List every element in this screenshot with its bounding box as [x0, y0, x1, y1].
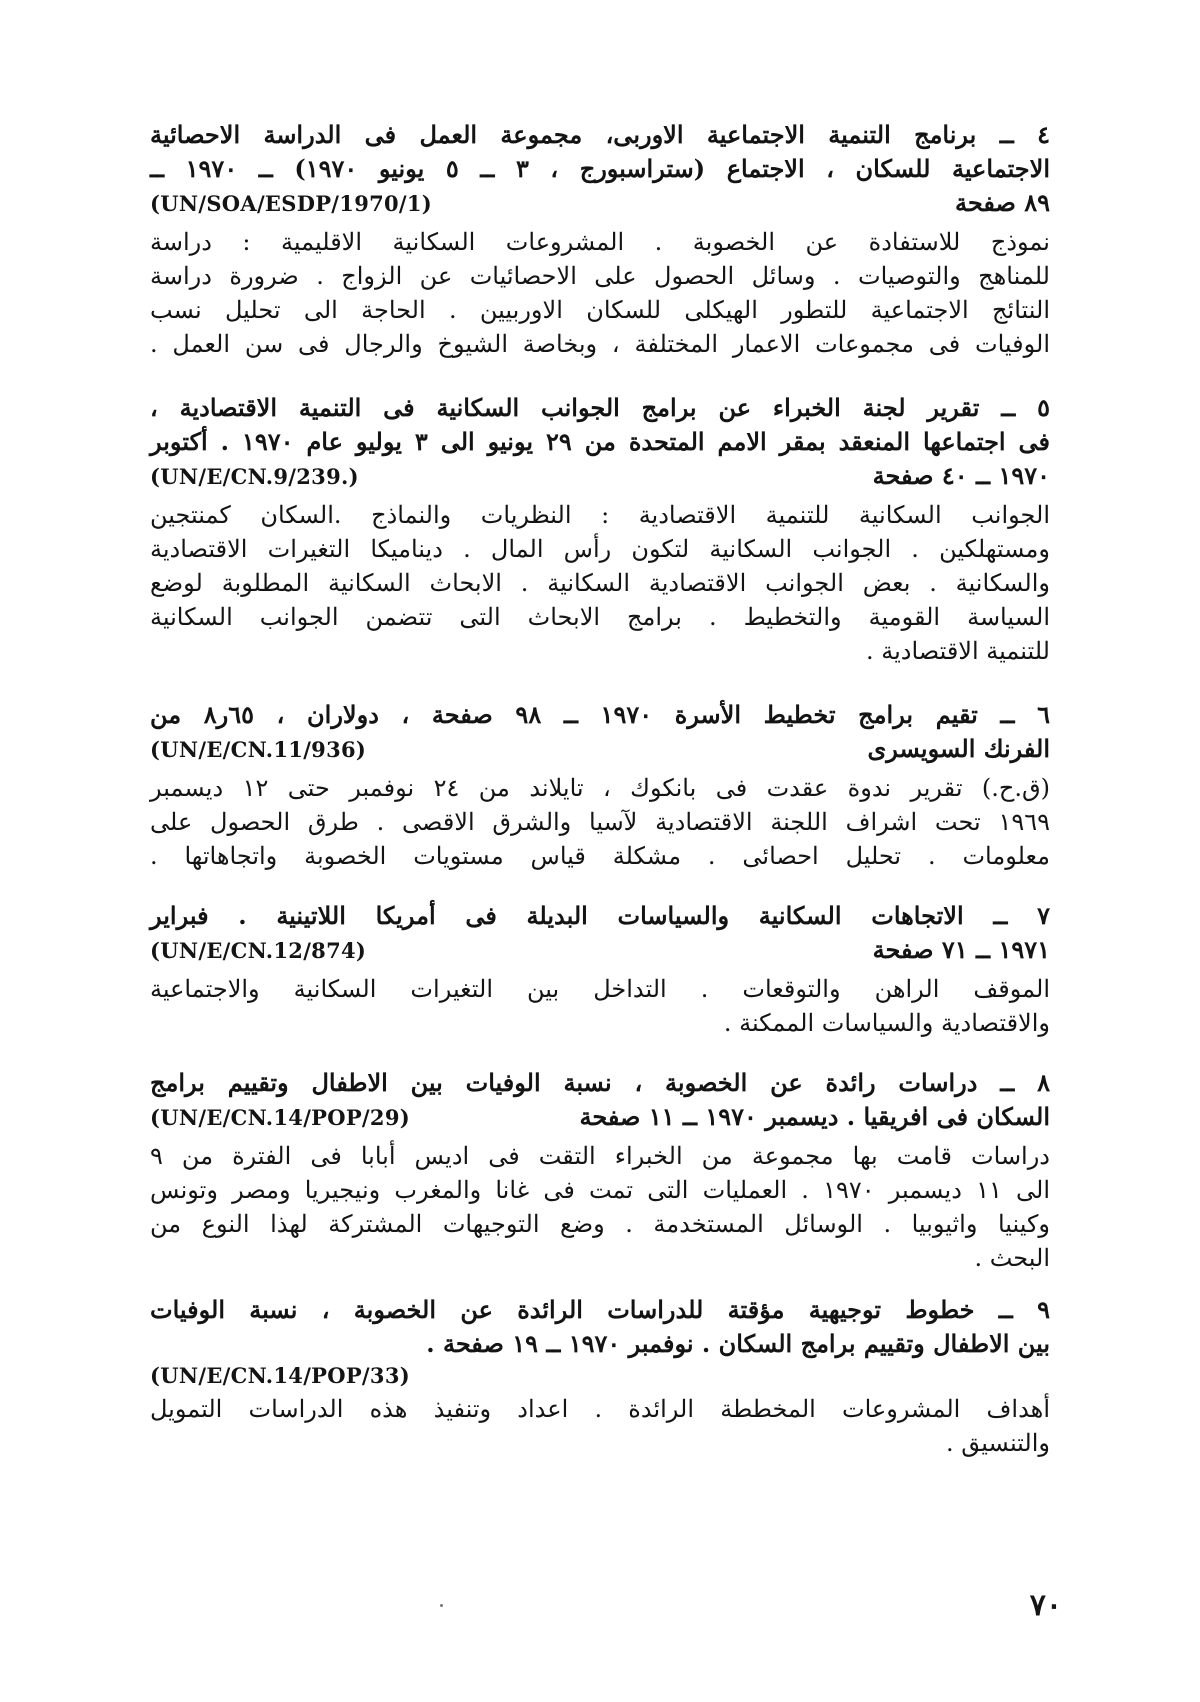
- description-line: الى ١١ ديسمبر ١٩٧٠ . العمليات التى تمت فى غانا والمغرب ونيجيريا ومصر وتونس: [150, 1176, 1050, 1204]
- entry-ref-line: [150, 933, 1050, 968]
- entry-date-pages: السكان فى افريقيا . ديسمبر ١٩٧٠ ــ ١١ صفحة: [579, 1102, 1050, 1131]
- description-line: النتائج الاجتماعية للتطور الهيكلى للسكان الاوربيين . الحاجة الى تحليل نسب: [150, 296, 1050, 324]
- bibliography-entry: [150, 698, 1050, 873]
- description-line: ومستهلكين . الجوانب السكانية لتكون رأس المال . ديناميكا التغيرات الاقتصادية: [150, 535, 1050, 563]
- description-line: وكينيا واثيوبيا . الوسائل المستخدمة . وضع التوجيهات المشتركة لهذا النوع من: [150, 1210, 1050, 1238]
- description-line: الوفيات فى مجموعات الاعمار المختلفة ، وبخاصة الشيوخ والرجال فى سن العمل .: [150, 330, 1050, 358]
- description-line: أهداف المشروعات المخططة الرائدة . اعداد وتنفيذ هذه الدراسات التمويل: [150, 1395, 1050, 1423]
- description-line: السياسة القومية والتخطيط . برامج الابحاث التى تتضمن الجوانب السكانية: [150, 603, 1050, 631]
- document-symbol: (UN/E/CN.9/239.): [150, 464, 359, 489]
- description-line: الموقف الراهن والتوقعات . التداخل بين التغيرات السكانية والاجتماعية: [150, 975, 1050, 1003]
- description-line: (ق.ح.) تقرير ندوة عقدت فى بانكوك ، تايلاند من ٢٤ نوفمبر حتى ١٢ ديسمبر: [150, 774, 1051, 802]
- document-symbol: (UN/E/CN.14/POP/29): [150, 1105, 410, 1130]
- bibliography-entry: [150, 899, 1050, 1040]
- document-symbol: (UN/E/CN.11/936): [150, 737, 367, 762]
- bibliography-entry: [150, 1066, 1050, 1275]
- description-line: للمناهج والتوصيات . وسائل الحصول على الاحصائيات عن الزواج . ضرورة دراسة: [150, 262, 1050, 290]
- description-line: ١٩٦٩ تحت اشراف اللجنة الاقتصادية لآسيا والشرق الاقصى . طرق الحصول على: [150, 808, 1050, 836]
- entry-date-pages: ١٩٧٠ ــ ٤٠ صفحة: [872, 461, 1050, 490]
- entry-date-pages: ١٩٧١ ــ ٧١ صفحة: [872, 935, 1050, 964]
- description-line: دراسات قامت بها مجموعة من الخبراء التقت فى اديس أبابا فى الفترة من ٩: [150, 1142, 1050, 1170]
- entry-pages: ٨٩ صفحة: [954, 188, 1050, 217]
- scan-speck: [440, 1604, 443, 1607]
- document-symbol: (UN/E/CN.14/POP/33): [150, 1363, 410, 1388]
- entry-title-line: ٥ ــ تقرير لجنة الخبراء عن برامج الجوانب السكانية فى التنمية الاقتصادية ،: [150, 393, 1050, 422]
- entry-ref-line: [150, 186, 1050, 221]
- description-line: الجوانب السكانية للتنمية الاقتصادية : النظريات والنماذج .السكان كمنتجين: [150, 501, 1050, 529]
- entry-title-line: فى اجتماعها المنعقد بمقر الامم المتحدة من ٢٩ يونيو الى ٣ يوليو عام ١٩٧٠ . أكتوبر: [150, 427, 1050, 456]
- entry-price-note: الفرنك السويسرى: [867, 734, 1050, 763]
- entry-ref-line: [150, 459, 1050, 494]
- entry-description: [150, 771, 1050, 873]
- entry-title-line: ٩ ــ خطوط توجيهية مؤقتة للدراسات الرائدة عن الخصوبة ، نسبة الوفيات: [150, 1295, 1050, 1324]
- bibliography-entry: [150, 1293, 1050, 1460]
- entry-description: [150, 498, 1050, 668]
- entry-description: [150, 1139, 1050, 1275]
- description-line: والسكانية . بعض الجوانب الاقتصادية السكانية . الابحاث السكانية المطلوبة لوضع: [150, 569, 1050, 597]
- bibliography-entry: [150, 118, 1050, 361]
- description-line: نموذج للاستفادة عن الخصوبة . المشروعات السكانية الاقليمية : دراسة: [150, 228, 1050, 256]
- description-line: للتنمية الاقتصادية .: [865, 637, 1050, 665]
- entry-description: [150, 972, 1050, 1040]
- entry-title-line: ٧ ــ الاتجاهات السكانية والسياسات البديلة فى أمريكا اللاتينية . فبراير: [150, 901, 1050, 930]
- description-line: والاقتصادية والسياسات الممكنة .: [723, 1009, 1050, 1037]
- description-line: والتنسيق .: [946, 1429, 1050, 1457]
- description-line: معلومات . تحليل احصائى . مشكلة قياس مستويات الخصوبة واتجاهاتها .: [150, 842, 1050, 870]
- bibliography-entry: [150, 391, 1050, 668]
- description-line: البحث .: [974, 1244, 1050, 1272]
- entry-ref-line: [150, 732, 1050, 767]
- entry-title-line: بين الاطفال وتقييم برامج السكان . نوفمبر ١٩٧٠ ــ ١٩ صفحة .: [426, 1329, 1050, 1358]
- entry-ref-line: [150, 1100, 1050, 1135]
- document-page: [150, 118, 1050, 1460]
- entry-title-line: ٨ ــ دراسات رائدة عن الخصوبة ، نسبة الوفيات بين الاطفال وتقييم برامج: [150, 1068, 1050, 1097]
- entry-description: [150, 1392, 1050, 1460]
- page-number: ٧٠: [1029, 1588, 1062, 1623]
- entry-title-line: الاجتماعية للسكان ، الاجتماع (ستراسبورج ، ٣ ــ ٥ يونيو ١٩٧٠) ــ ١٩٧٠ ــ: [150, 154, 1051, 183]
- document-symbol: (UN/E/CN.12/874): [150, 938, 367, 963]
- document-symbol: (UN/SOA/ESDP/1970/1): [150, 191, 433, 216]
- entry-title-line: ٤ ــ برنامج التنمية الاجتماعية الاوربى، مجموعة العمل فى الدراسة الاحصائية: [150, 120, 1050, 149]
- entry-title-line: ٦ ــ تقيم برامج تخطيط الأسرة ١٩٧٠ ــ ٩٨ صفحة ، دولاران ، ٦٥ر٨ من: [150, 700, 1050, 729]
- entry-description: [150, 225, 1050, 361]
